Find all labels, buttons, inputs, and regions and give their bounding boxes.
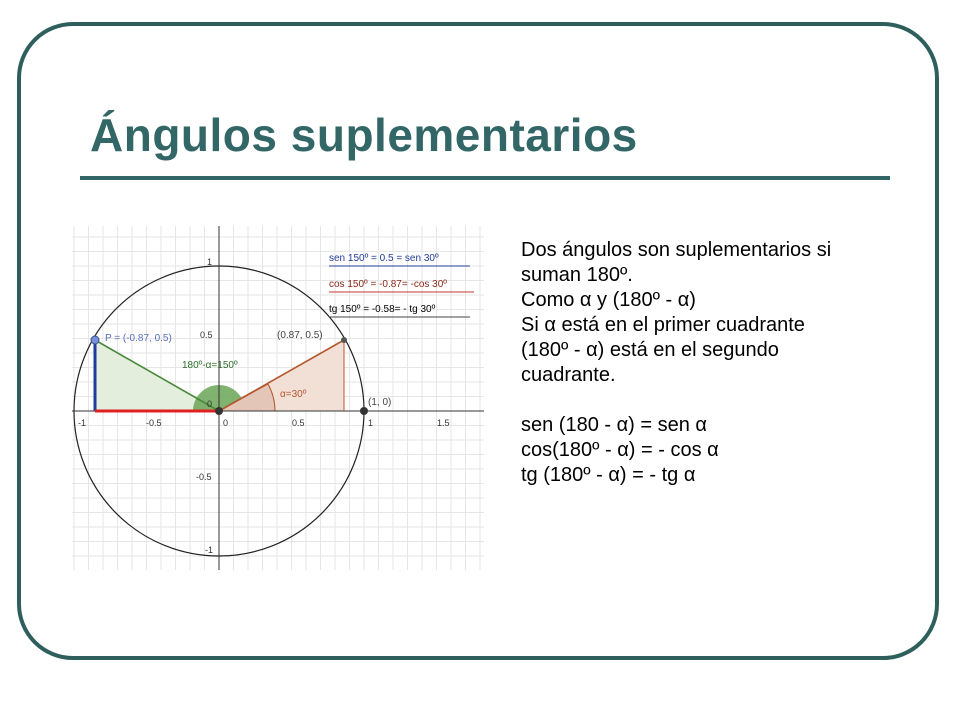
identity-sen-label: sen 150º = 0.5 = sen 30º [329, 253, 439, 264]
identity-tg-label: tg 150º = -0.58= - tg 30º [329, 304, 436, 315]
x-tick-label: -0.5 [146, 418, 162, 428]
identity-cos-label: cos 150º = -0.87= -cos 30º [329, 279, 447, 290]
text-line: suman 180º. [521, 264, 633, 286]
explanation-text [521, 238, 901, 488]
y-tick-label: 0.5 [200, 330, 213, 340]
spacer [521, 388, 901, 413]
unit-circle-svg [72, 226, 484, 570]
y-tick-label: 1 [207, 257, 213, 267]
text-line: Como α y (180º - α) [521, 289, 696, 311]
unit-circle-figure [72, 226, 484, 570]
supp-angle-label: 180º-α=150º [182, 360, 238, 371]
x-tick-label: 1 [368, 418, 374, 428]
point-q-label: (0.87, 0.5) [277, 330, 323, 341]
identity-line: tg (180º - α) = - tg α [521, 464, 696, 486]
text-line: cuadrante. [521, 364, 616, 386]
text-line: Si α está en el primer cuadrante [521, 314, 805, 336]
point-p [91, 336, 99, 344]
point-q [341, 337, 347, 343]
x-tick-label: 0.5 [292, 418, 305, 428]
text-line: Dos ángulos son suplementarios si [521, 239, 832, 261]
y-tick-label: 0 [207, 399, 213, 409]
unit-point-label: (1, 0) [368, 397, 392, 408]
origin-point [215, 407, 223, 415]
x-tick-label: 1.5 [437, 418, 450, 428]
text-line: (180º - α) está en el segundo [521, 339, 779, 361]
y-tick-label: -0.5 [196, 472, 212, 482]
y-tick-label: -1 [205, 545, 214, 555]
identity-line: sen (180 - α) = sen α [521, 414, 707, 436]
title-underline [80, 176, 890, 180]
unit-point [360, 407, 368, 415]
x-tick-label: 0 [223, 418, 229, 428]
x-tick-label: -1 [78, 418, 87, 428]
point-p-label: P = (-0.87, 0.5) [105, 333, 172, 344]
slide-title: Ángulos suplementarios [90, 109, 638, 161]
identity-line: cos(180º - α) = - cos α [521, 439, 719, 461]
alpha-angle-label: α=30º [280, 389, 307, 400]
